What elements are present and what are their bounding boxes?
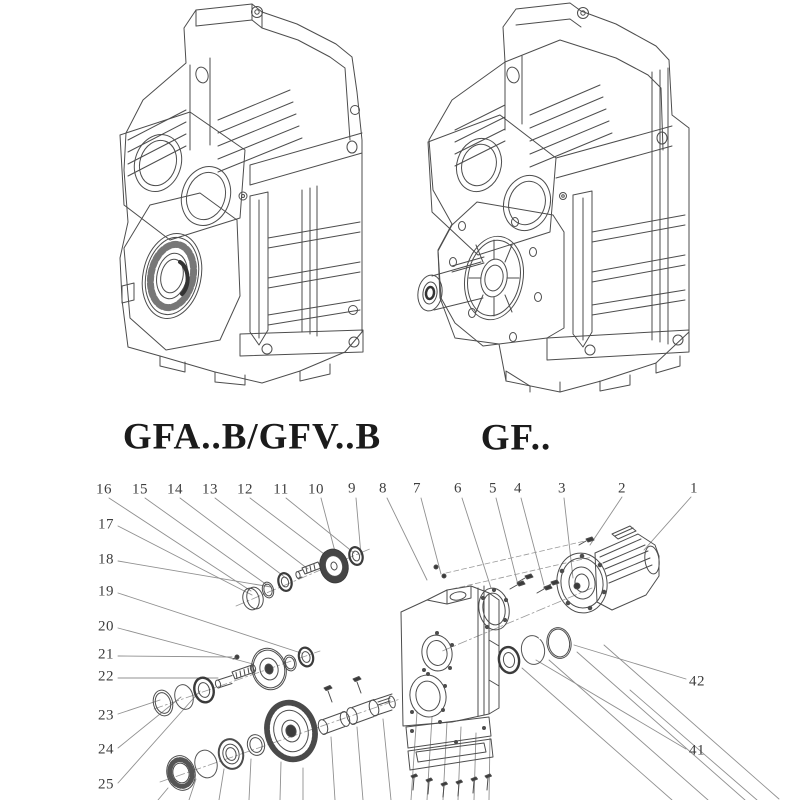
motor <box>553 526 661 616</box>
leader-lines <box>109 497 779 800</box>
callout-24: 24 <box>98 741 114 758</box>
input-shaft-assembly <box>240 546 364 612</box>
callout-41: 41 <box>689 742 705 759</box>
callout-15: 15 <box>132 481 148 498</box>
model-label-right: GF.. <box>480 417 552 459</box>
callout-6: 6 <box>454 480 462 497</box>
gearbox-left-drawing <box>120 4 363 385</box>
callout-20: 20 <box>98 618 114 635</box>
callout-3: 3 <box>558 480 566 497</box>
callout-14: 14 <box>167 481 183 498</box>
callout-7: 7 <box>413 480 421 497</box>
callout-13: 13 <box>202 481 218 498</box>
callout-8: 8 <box>379 480 387 497</box>
callout-4: 4 <box>514 480 522 497</box>
callout-42: 42 <box>689 673 705 690</box>
housing <box>401 586 499 797</box>
callout-21: 21 <box>98 646 114 663</box>
exploded-diagram <box>109 497 779 800</box>
intermediate-shaft-assembly <box>150 644 315 718</box>
fasteners <box>434 537 594 593</box>
callout-19: 19 <box>98 583 114 600</box>
callout-1: 1 <box>690 480 698 497</box>
cover-bolts <box>411 774 492 797</box>
gearbox-right-drawing <box>416 3 689 392</box>
callout-22: 22 <box>98 668 114 685</box>
callout-9: 9 <box>348 480 356 497</box>
callout-10: 10 <box>308 481 324 498</box>
bearing-and-rings <box>476 586 574 675</box>
callout-5: 5 <box>489 480 497 497</box>
callout-16: 16 <box>96 481 112 498</box>
callout-2: 2 <box>618 480 626 497</box>
callout-11: 11 <box>273 481 289 498</box>
callout-17: 17 <box>98 516 114 533</box>
callout-18: 18 <box>98 551 114 568</box>
model-label-left: GFA..B/GFV..B <box>122 416 382 458</box>
callout-23: 23 <box>98 707 114 724</box>
callout-25: 25 <box>98 776 114 793</box>
callout-12: 12 <box>237 481 253 498</box>
